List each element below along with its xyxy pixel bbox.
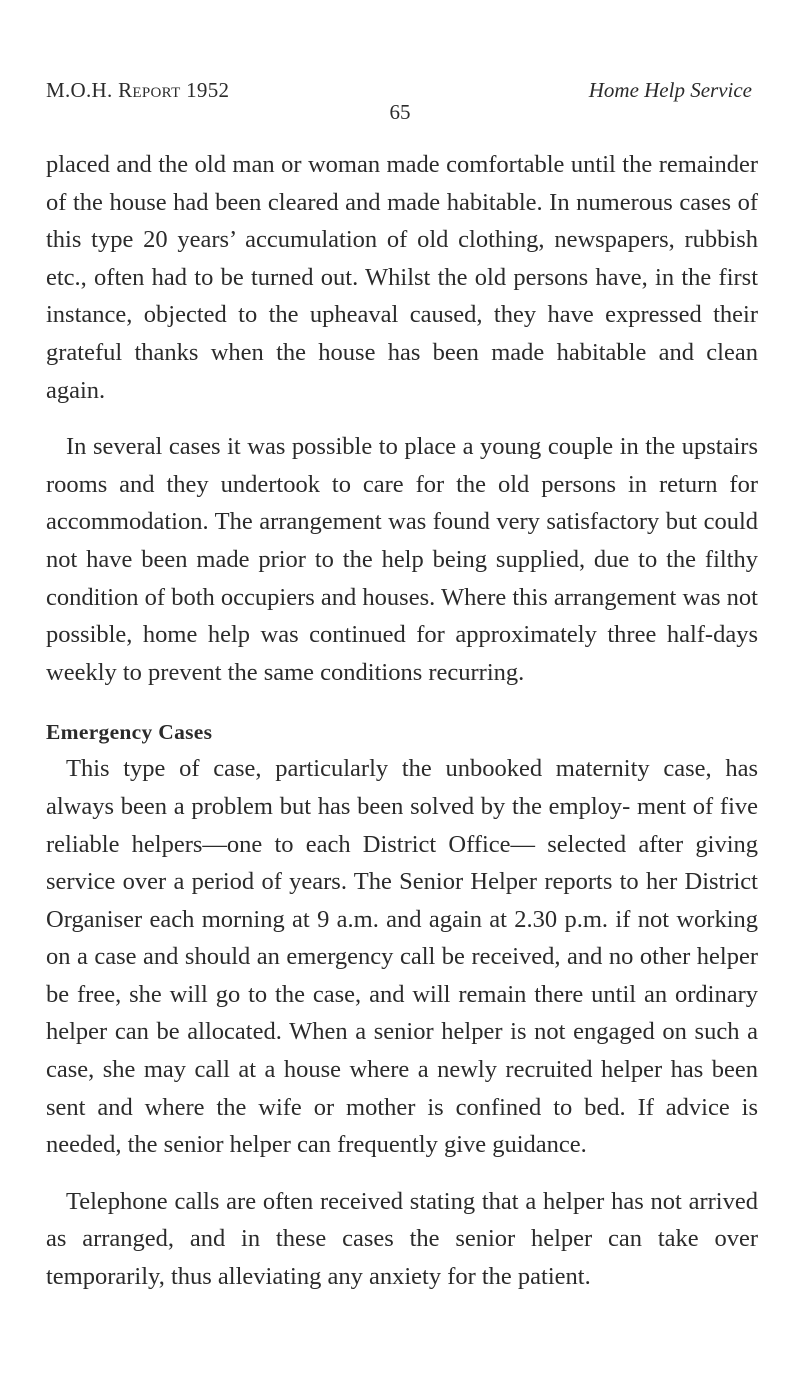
report-prefix: M.O.H. bbox=[46, 78, 113, 102]
section-title: Home Help Service bbox=[588, 78, 752, 102]
paragraph-young-couple: In several cases it was possible to place a young couple in the upstairs rooms and they undertook to care for the old persons in return for accommodation. The arrangement was found very satisfactory but could not have been made prior to the help being supplied, due to the filthy condition of both occupiers and houses. Where this arrangement was not possible, home help was continued for approximately three half-days weekly to prevent the same conditions recurring. bbox=[46, 433, 758, 686]
paragraph-emergency: This type of case, particularly the unbooked maternity case, has always been a problem but has been solved by the employ- ment of five reliable helpers—one to each District Office— selected after giving service over a period of years. The Senior Helper reports to her District Organiser each morning at 9 a.m. and again at 2.30 p.m. if not working on a case and should an emergency call be received, and no other helper be free, she will go to the case, and will remain there until an ordinary helper can be allocated. When a senior helper is not engaged on such a case, she may call at a house where a newly recruited helper has been sent and where the wife or mother is confined to bed. If advice is needed, the senior helper can frequently give guidance. bbox=[46, 755, 758, 1159]
page-number: 65 bbox=[389, 100, 411, 124]
report-year: 1952 bbox=[186, 78, 230, 102]
paragraph-telephone: Telephone calls are often received stating that a helper has not arrived as arranged, and in these cases the senior helper can take over temporarily, thus alleviating any anxiety for the patient. bbox=[46, 1187, 758, 1291]
paragraph-continuation: placed and the old man or woman made comfortable until the remainder of the house had been cleared and made habitable. In numerous cases of this type 20 years’ accumulation of old clothing, newspapers, rubbish etc., often had to be turned out. Whilst the old persons have, in the first instance, objected to the upheaval caused, they have expressed their grateful thanks when the house has been made habitable and clean again. bbox=[46, 151, 758, 404]
heading-emergency-cases: Emergency Cases bbox=[46, 720, 213, 745]
report-word: Report bbox=[118, 78, 181, 102]
page-body bbox=[46, 146, 758, 1296]
